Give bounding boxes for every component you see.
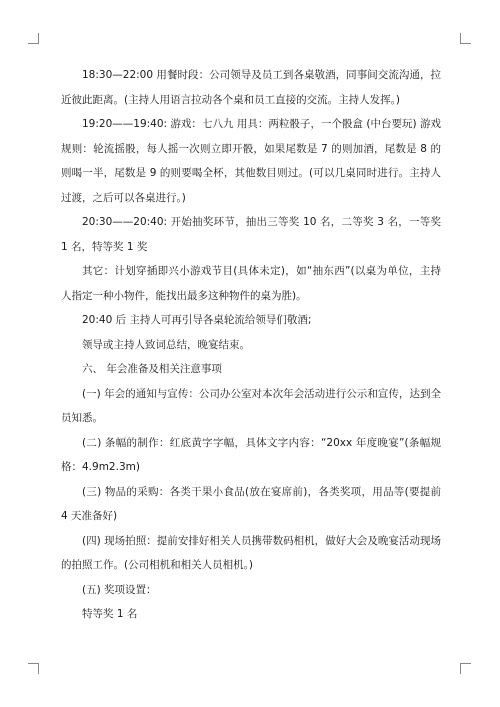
document-body [61,63,441,627]
paragraph-closing: 领导或主持人致词总结，晚宴结束。 [82,338,250,351]
paragraph-banner: (二) 条幅的制作：红底黄字字幅，具体文字内容：“20xx 年度晚宴”(条幅规格：4.9m2.3m) [61,436,441,473]
paragraph-lottery: 20:30——20:40: 开始抽奖环节，抽出三等奖 10 名，二等奖 3 名，一等奖 1 名，特等奖 1 奖 [61,216,441,253]
paragraph-toast: 20:40 后 主持人可再引导各桌轮流给领导们敬酒; [82,314,312,326]
crop-mark-bottom-left [28,663,39,674]
section-heading-preparation: 六、 年会准备及相关注意事项 [82,363,222,375]
paragraph-photography: (四) 现场拍照：提前安排好相关人员携带数码相机，做好大会及晚宴活动现场的拍照工作。(公司相机和相关人员相机。) [61,534,441,571]
paragraph-dinner-time: 18:30—22:00 用餐时段：公司领导及员工到各桌敬酒，同事间交流沟通，拉近彼此距离。(主持人用语言拉动各个桌和员工直接的交流。主持人发挥。) [61,69,441,106]
paragraph-dice-game: 19:20——19:40: 游戏：七八九 用具：两粒骰子，一个骰盒 (中台要玩) 游戏规则：轮流摇骰，每人摇一次则立即开骰，如果尾数是 7 的则加酒，尾数是 8 的则喝一半，尾数是 9 的则要喝全杯，其他数目则过。(可以几桌同时进行。主持人过渡，之后可以各桌进行。) [61,118,441,204]
paragraph-purchase: (三) 物品的采购：各类干果小食品(放在宴席前)，各类奖项，用品等(要提前 4 天准备好) [61,485,441,522]
crop-mark-top-right [460,33,471,44]
paragraph-other-games: 其它：计划穿插即兴小游戏节目(具体未定)，如“抽东西”(以桌为单位，主持人指定一种小物件，能找出最多这种物件的桌为胜)。 [61,265,441,302]
paragraph-notice: (一) 年会的通知与宣传：公司办公室对本次年会活动进行公示和宣传，达到全员知悉。 [61,387,441,424]
paragraph-grand-prize: 特等奖 1 名 [82,608,138,620]
crop-mark-top-left [28,33,39,44]
crop-mark-bottom-right [460,663,471,674]
paragraph-awards: (五) 奖项设置： [82,583,157,596]
